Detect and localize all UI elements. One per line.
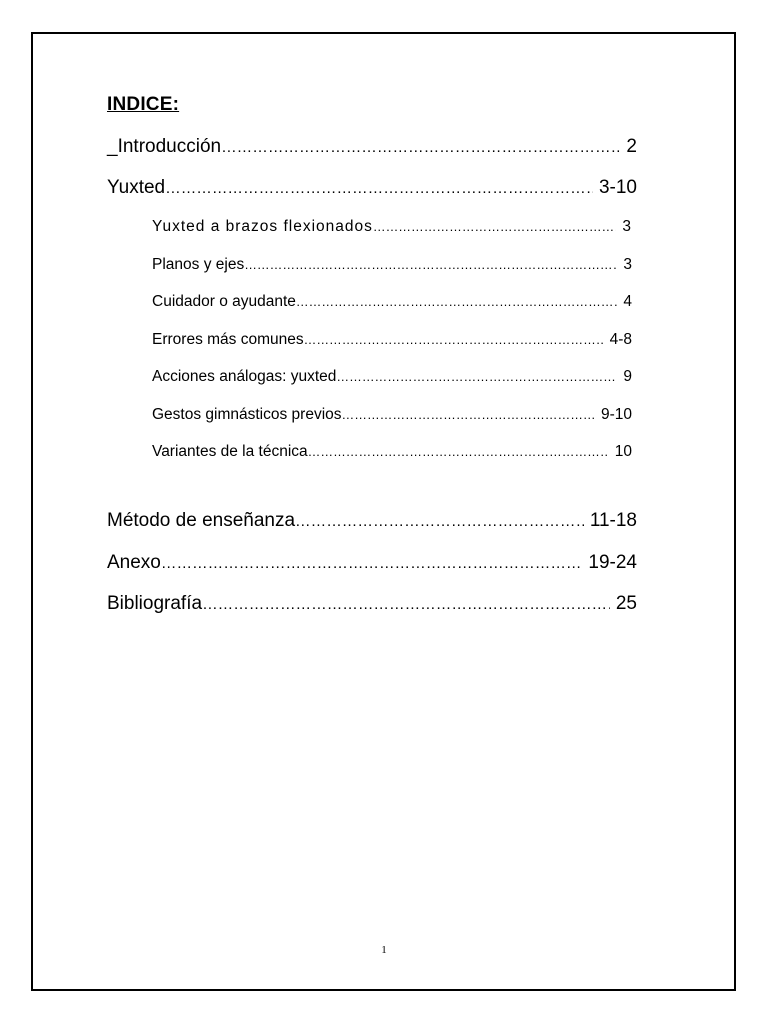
toc-entry-title: Yuxted bbox=[107, 177, 166, 198]
toc-entry-metodo-ensenanza bbox=[107, 510, 637, 532]
toc-entry-title: Yuxted a brazos flexionados bbox=[152, 218, 373, 235]
toc-entry-page: 3 bbox=[623, 256, 632, 273]
toc-leader-dots bbox=[342, 407, 595, 422]
toc-leader-dots bbox=[295, 513, 584, 531]
page-number: 1 bbox=[381, 944, 387, 956]
toc-entry-title: Errores más comunes bbox=[152, 331, 304, 348]
toc-entry-title: Gestos gimnásticos previos bbox=[152, 406, 342, 423]
toc-heading: INDICE: bbox=[107, 94, 180, 115]
toc-entry-page: 2 bbox=[626, 136, 637, 157]
toc-entry-page: 11-18 bbox=[589, 510, 637, 531]
toc-entry-title: Método de enseñanza bbox=[107, 510, 296, 531]
toc-leader-dots bbox=[202, 596, 610, 614]
toc-entry-title: Anexo bbox=[107, 552, 161, 573]
toc-entry-page: 10 bbox=[614, 443, 632, 460]
toc-entry-title: Acciones análogas: yuxted bbox=[152, 368, 337, 385]
toc-entry-bibliografia bbox=[107, 593, 637, 615]
toc-entry-title: Cuidador o ayudante bbox=[152, 293, 296, 310]
toc-entry-page: 25 bbox=[615, 593, 637, 614]
toc-subentry-cuidador bbox=[152, 293, 632, 311]
toc-leader-dots bbox=[336, 369, 617, 384]
toc-entry-page: 3 bbox=[622, 218, 632, 235]
toc-entry-title: Bibliografía bbox=[107, 593, 203, 614]
toc-leader-dots bbox=[304, 332, 604, 347]
toc-leader-dots bbox=[296, 294, 617, 309]
toc-entry-page: 3-10 bbox=[598, 177, 637, 198]
toc-subentry-acciones-analogas bbox=[152, 368, 632, 386]
toc-leader-dots bbox=[308, 444, 609, 459]
toc-entry-yuxted bbox=[107, 177, 637, 199]
toc-entry-anexo bbox=[107, 552, 637, 574]
toc-subentry-errores bbox=[152, 331, 632, 349]
toc-leader-dots bbox=[165, 180, 593, 198]
toc-subentry-gestos-gimnasticos bbox=[152, 406, 632, 424]
toc-subentry-variantes bbox=[152, 443, 632, 461]
toc-entry-title: _Introducción bbox=[107, 136, 222, 157]
toc-entry-page: 9 bbox=[623, 368, 632, 385]
toc-subentry-brazos-flexionados bbox=[152, 218, 632, 236]
toc-entry-page: 4 bbox=[623, 293, 632, 310]
toc-leader-dots bbox=[161, 555, 583, 573]
toc-leader-dots bbox=[221, 139, 620, 157]
toc-entry-introduccion bbox=[107, 136, 637, 158]
toc-leader-dots bbox=[373, 219, 616, 234]
toc-leader-dots bbox=[244, 257, 617, 272]
toc-entry-page: 9-10 bbox=[600, 406, 632, 423]
toc-entry-title: Planos y ejes bbox=[152, 256, 245, 273]
toc-subentry-planos-ejes bbox=[152, 256, 632, 274]
toc-entry-page: 19-24 bbox=[588, 552, 637, 573]
toc-entry-title: Variantes de la técnica bbox=[152, 443, 308, 460]
toc-entry-page: 4-8 bbox=[609, 331, 632, 348]
